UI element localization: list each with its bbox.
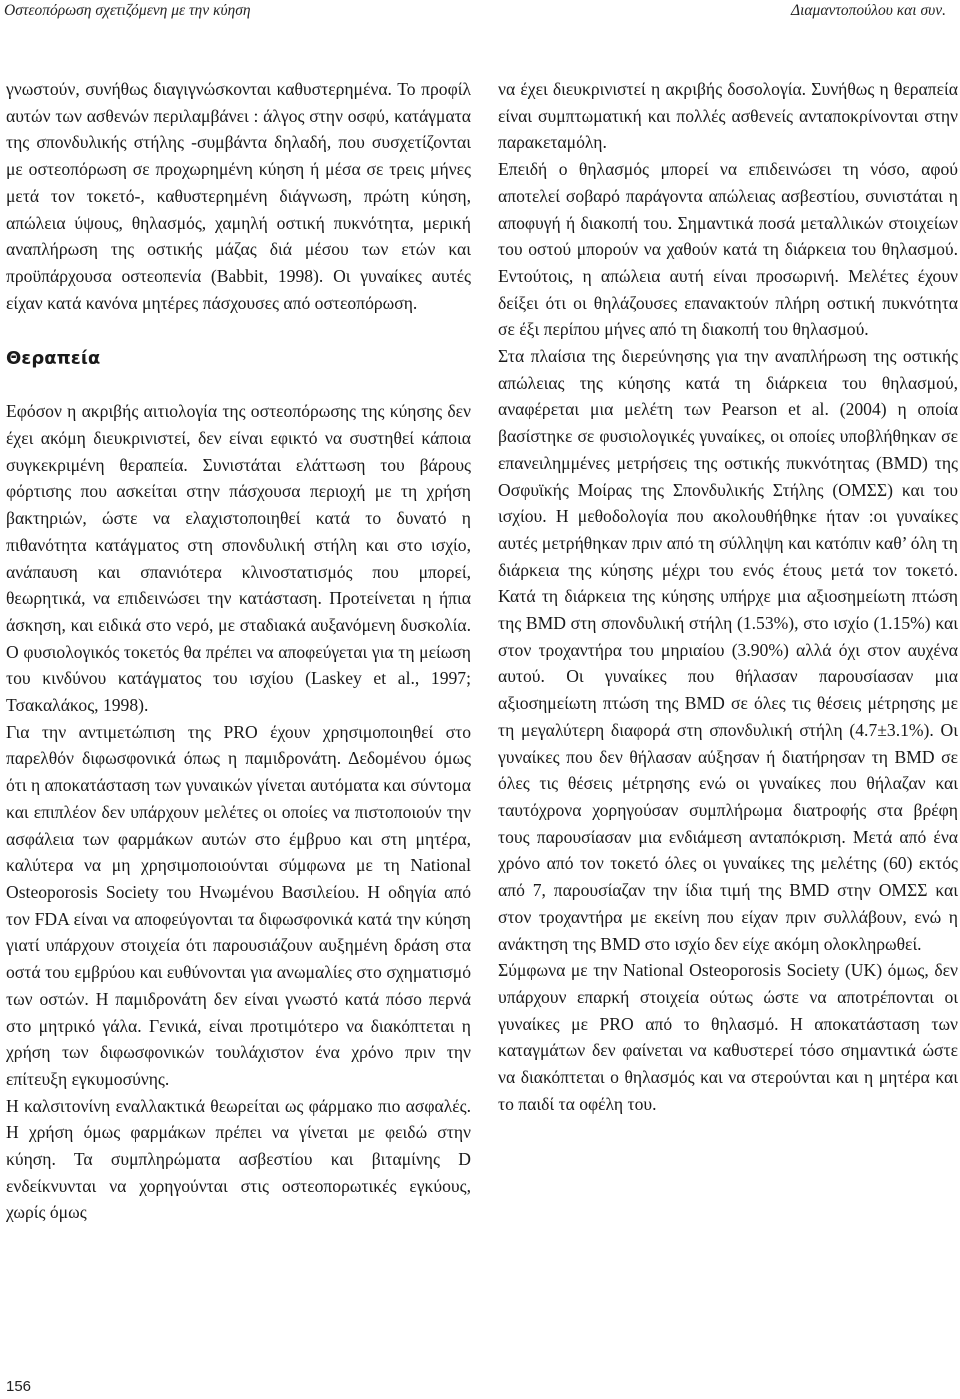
left-column <box>6 76 471 1226</box>
right-paragraph-4: Σύμφωνα με την National Osteoporosis Society (UK) όμως, δεν υπάρχουν επαρκή στοιχεία ούτως ώστε να αποτρέπονται οι γυναίκες με PRO από το θηλασμό. Η αποκατάσταση των καταγμάτων δεν φαίνεται να καθυστερεί τόσο σημαντικά ώστε να διακόπτεται ο θηλασμός και να στερούνται και η μητέρα και το παιδί τα οφέλη του. <box>498 960 958 1114</box>
running-header-authors: Διαμαντοπούλου και συν. <box>791 2 946 19</box>
left-paragraph-2: Εφόσον η ακριβής αιτιολογία της οστεοπόρωσης της κύησης δεν έχει ακόμη διευκρινιστεί, δεν είναι εφικτό να συστηθεί κάποια συγκεκριμένη θεραπεία. Συνιστάται ελάττωση του βάρους φόρτισης που ασκείται στην πάσχουσα περιοχή με τη χρήση βακτηριών, ώστε να ελαχιστοποιηθεί κατά το δυνατό η πιθανότητα κατάγματος στη σπονδυλική στήλη και στο ισχίο, ανάπαυση και σπανιότερα κλινοστατισμός που μπορεί, θεωρητικά, να επιδεινώσει την κατάσταση. Προτείνεται η ήπια άσκηση, και ειδικά στο νερό, με σταδιακά αυξανόμενη δυσκολία. Ο φυσιολογικός τοκετός θα πρέπει να αποφεύγεται για τη μείωση του κινδύνου κατάγματος του ισχίου (Laskey et al., 1997; Τσακαλάκος, 1998). <box>6 401 471 716</box>
right-paragraph-3: Στα πλαίσια της διερεύνησης για την αναπλήρωση της οστικής απώλειας της κύησης κατά τη διάρκεια του θηλασμού, αναφέρεται μια μελέτη των Pearson et al. (2004) η οποία βασίστηκε σε φυσιολογικές γυναίκες, οι οποίες υποβλήθηκαν σε επανειλημμένες μετρήσεις της οστικής πυκνότητας (BMD) της Οσφυϊκής Μοίρας της Σπονδυλικής Στήλης (ΟΜΣΣ) και του ισχίου. Η μεθοδολογία που ακολουθήθηκε ήταν :οι γυναίκες αυτές μετρήθηκαν πριν από τη σύλληψη και κατόπιν καθ’ όλη τη διάρκεια της κύησης μέχρι του ενός έτους μετά τον τοκετό. Κατά τη διάρκεια της κύησης υπήρχε μια αξιοσημείωτη πτώση της BMD στη σπονδυλική στήλη (1.53%), στο ισχίο (1.15%) και στον τροχαντήρα του μηριαίου (3.90%) αλλά όχι στον αυχένα αυτού. Οι γυναίκες που θήλασαν παρουσίασαν μια αξιοσημείωτη πτώση της BMD σε όλες τις θέσεις μέτρησης με τη μεγαλύτερη διαφορά στη σπονδυλική στήλη (4.7±3.1%). Οι γυναίκες που δεν θήλασαν αύξησαν ή διατήρησαν τη BMD σε όλες τις θέσεις μέτρησης ενώ οι γυναίκες που θήλαζαν και ταυτόχρονα χορηγούσαν συμπλήρωμα διατροφής στα βρέφη τους παρουσίασαν μια ενδιάμεση ανταπόκριση. Μετά από ένα χρόνο από τον τοκετό όλες οι γυναίκες της μελέτης (60) εκτός από 7, παρουσίαζαν την ίδια τιμή της BMD στην ΟΜΣΣ και στον τροχαντήρα με εκείνη που είχαν πριν συλλάβουν, ενώ η ανάκτηση της BMD στο ισχίο δεν είχε ακόμη ολοκληρωθεί. <box>498 346 958 954</box>
right-paragraph-2: Επειδή ο θηλασμός μπορεί να επιδεινώσει τη νόσο, αφού αποτελεί σοβαρό παράγοντα απώλειας ασβεστίου, συνιστάται η αποφυγή ή διακοπή του. Σημαντικά ποσά μεταλλικών στοιχείων του οστού μπορούν να χαθούν κατά τη διάρκεια του θηλασμού. Εντούτοις, η απώλεια αυτή είναι προσωρινή. Μελέτες έχουν δείξει ότι οι θηλάζουσες επανακτούν πλήρη οστική πυκνότητα σε έξι περίπου μήνες από τη διακοπή του θηλασμού. <box>498 159 958 340</box>
running-header <box>0 0 960 22</box>
page-number: 156 <box>6 1378 32 1395</box>
section-heading-therapy: Θεραπεία <box>6 348 101 370</box>
right-paragraph-1: να έχει διευκρινιστεί η ακριβής δοσολογία. Συνήθως η θεραπεία είναι συμπτωματική και πολλές ασθενείς ανταποκρίνονται στην παρακεταμόλη. <box>498 79 958 153</box>
left-paragraph-1: γνωστούν, συνήθως διαγιγνώσκονται καθυστερημένα. Το προφίλ αυτών των ασθενών περιλαμβάνει : άλγος στην οσφύ, κατάγματα της σπονδυλικής στήλης -συμβάντα δηλαδή, που συσχετίζονται με οστεοπόρωση σε προχωρημένη κύηση ή μέσα σε τρεις μήνες μετά τον τοκετό-, καθυστερημένη διάγνωση, πρώτη κύηση, απώλεια ύψους, θηλασμός, χαμηλή οστική πυκνότητα, μερική αναπλήρωση της οστικής μάζας διά μέσου των ετών και προϋπάρχουσα οστεοπενία (Babbit, 1998). Οι γυναίκες αυτές είχαν κατά κανόνα μητέρες πάσχουσες από οστεοπόρωση. <box>6 79 471 313</box>
right-column <box>498 76 958 1117</box>
left-paragraph-3: Για την αντιμετώπιση της PRO έχουν χρησιμοποιηθεί στο παρελθόν διφωσφονικά όπως η παμιδρονάτη. Δεδομένου όμως ότι η αποκατάσταση των γυναικών γίνεται αυτόματα και σύντομα και επιπλέον δεν υπάρχουν μελέτες οι οποίες να πιστοποιούν την ασφάλεια των φαρμάκων αυτών στο έμβρυο και στη μητέρα, καλύτερα να μη χρησιμοποιούνται σύμφωνα με τη National Osteoporosis Society του Ηνωμένου Βασιλείου. Η οδηγία από τον FDA είναι να αποφεύγονται τα διφωσφονικά κατά την κύηση γιατί υπάρχουν στοιχεία ότι παρουσιάζουν αυξημένη δράση στα οστά του εμβρύου και ευθύνονται για ανωμαλίες στο σχηματισμό των οστών. Η παμιδρονάτη δεν είναι γνωστό κατά πόσο περνά στο μητρικό γάλα. Γενικά, είναι προτιμότερο να διακόπτεται η χρήση των διφωσφονικών τουλάχιστον ένα χρόνο πριν την επίτευξη εγκυμοσύνης. <box>6 721 471 1089</box>
left-paragraph-4: Η καλσιτονίνη εναλλακτικά θεωρείται ως φάρμακο πιο ασφαλές. Η χρήση όμως φαρμάκων πρέπει να γίνεται με φειδώ στην κύηση. Τα συμπληρώματα ασβεστίου και βιταμίνης D ενδείκνυνται να χορηγούνται στις οστεοπορωτικές εγκύους, χωρίς όμως <box>6 1095 471 1223</box>
running-header-title: Οστεοπόρωση σχετιζόμενη με την κύηση <box>4 2 251 19</box>
